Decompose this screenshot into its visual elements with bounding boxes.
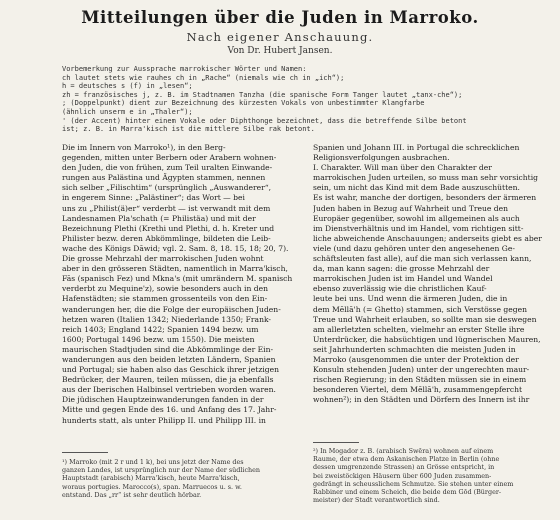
left-column-line: wanderungen her, die die Folge der europäischen Juden-: [62, 304, 281, 314]
footnote-left-line: Hauptstadt (arabisch) Marra'kisch, heute Marra'kisch,: [62, 474, 240, 483]
left-column-line: verderbt zu Mequine'z), sowie besonders auch in den: [62, 284, 269, 294]
footnote-left-line: ¹) Marroko (mit 2 r und 1 k), bei uns jetzt der Name des: [62, 458, 244, 466]
left-column-line: reich 1403; England 1422; Spanien 1494 bezw. um: [62, 324, 259, 334]
footnote-left: [62, 458, 306, 499]
footnote-right-line: Rabbiner und einem Scheich, die beide dem Gōd (Bürger-: [313, 488, 502, 497]
right-column-line: dem Mēllā'h (= Ghetto) stammen, sich Verstösse gegen: [313, 304, 527, 314]
right-column-line: rischen Regierung; in den Städten müssen sie in einem: [313, 375, 527, 385]
right-column-line: schäftsleuten fast alle), auf die man sich verlassen kann,: [313, 254, 532, 264]
left-column-line: maurischen Stadtjuden sind die Abkömmlinge der Ein-: [62, 344, 274, 354]
footnote-left-line: ganzen Landes, ist ursprünglich nur der Name der südlichen: [62, 466, 261, 475]
right-column-line: Europäer gegenüber, sowohl im allgemeinen als auch: [313, 213, 520, 223]
right-column-line: sein, um nicht das Kind mit dem Bade auszuschütten.: [313, 183, 520, 193]
right-column-line: marrokischen Juden urteilen, so muss man sehr vorsichtig: [313, 173, 539, 183]
left-column-line: hetzen waren (Italien 1342; Niederlande 1350; Frank-: [62, 314, 272, 324]
preliminary-note-line: ; (Doppelpunkt) dient zur Bezeichnung des kürzesten Vokals von unbestimmter Klangfarbe: [62, 99, 425, 108]
preliminary-note-line: h = deutsches s (f) in „lesen“;: [62, 82, 193, 91]
left-column-line: rungen aus Palästina und Ägypten stammen, nennen: [62, 173, 266, 183]
left-column-line: Landesnamen Pla'schath (= Philistäa) und mit der: [62, 213, 256, 223]
footnote-right-line: meister) der Stadt verantwortlich sind.: [313, 496, 440, 505]
left-column-line: wache des Königs Dāwid; vgl. 2. Sam. 8, 18. 15, 18; 20, 7).: [62, 243, 289, 253]
footnote-right: [313, 447, 560, 504]
right-column-line: Juden haben in Bezug auf Wahrheit und Treue den: [313, 203, 509, 213]
right-column-line: besonderen Viertel, dem Mēllā'h, zusammengepfercht: [313, 385, 523, 395]
right-column-text: [313, 143, 560, 405]
left-column-line: den Juden, die von frühen, zum Teil uralten Einwande-: [62, 163, 273, 173]
article-title: Mitteilungen über die Juden in Marroko.: [81, 8, 479, 27]
footnote-divider-left: [62, 452, 108, 453]
left-column-line: Die grosse Mehrzahl der marrokischen Juden wohnt: [62, 254, 264, 264]
footnote-right-line: gedrängt in scheusslichem Schmutze. Sie stehen unter einem: [313, 479, 514, 488]
footnote-left-line: entstand. Das „rr“ ist sehr deutlich hörbar.: [62, 490, 202, 499]
article-subtitle: Nach eigener Anschauung.: [186, 30, 374, 44]
right-column-line: am allerletzten schelten, vielmehr an erster Stelle ihre: [313, 324, 525, 334]
preliminary-note-line: ist; z. B. in Marra'kisch ist die mittlere Silbe rak betont.: [62, 125, 315, 134]
right-column-line: Konsuln stehenden Juden) unter der ungerechten maur-: [313, 365, 530, 375]
left-column-line: Mitte und gegen Ende des 16. und Anfang des 17. Jahr-: [62, 405, 277, 415]
preliminary-note-line: ch lautet stets wie rauhes ch in „Rache“ (niemals wie ch in „ich“);: [62, 73, 345, 82]
preliminary-note-line: (ähnlich unserm e in „Thaler“);: [62, 107, 193, 116]
footnote-divider-right: [313, 442, 359, 443]
preliminary-note-line: ' (der Accent) hinter einem Vokale oder Diphthonge bezeichnet, dass die betreffende Silbe betont: [62, 116, 467, 125]
preliminary-note-line: zh = französisches j, z. B. im Stadtnamen Tanzha (die spanische Form Tanger lautet „tanx-che“);: [62, 90, 463, 99]
left-column-line: Bedrücker, der Mauren, teilen müssen, die ja ebenfalls: [62, 375, 274, 385]
left-column-line: Bezeichnung Plethi (Krethi und Plethi, d. h. Kreter und: [62, 223, 275, 233]
right-column-line: I. Charakter. Will man über den Charakter der: [313, 163, 492, 173]
preliminary-note: [62, 65, 557, 134]
right-column-line: marrokischen Juden ist im Handel und Wandel: [313, 274, 493, 284]
footnote-right-line: ²) In Mogador z. B. (arabisch Swēra) wohnen auf einem: [313, 447, 494, 455]
left-column-line: und Portugal; sie haben also das Geschick ihrer jetzigen: [62, 365, 280, 375]
left-column-line: hunderts statt, als unter Philipp II. und Philipp III. in: [62, 415, 266, 425]
left-column-line: wanderungen aus den beiden letzten Ländern, Spanien: [62, 354, 276, 364]
right-column-line: Es ist wahr, manche der dortigen, besonders der ärmeren: [313, 193, 537, 203]
left-column-line: in engerem Sinne: „Palästiner“; das Wort — bei: [62, 193, 245, 203]
right-column-line: wohnen²); in den Städten und Dörfern des Innern ist ihr: [313, 395, 530, 405]
left-column-line: aus der Iberischen Halbinsel vertrieben worden waren.: [62, 385, 276, 395]
left-column-line: Die jüdischen Hauptzeinwanderungen fanden in der: [62, 395, 264, 405]
left-column-line: sich selber „Filischtim“ (ursprünglich „Auswanderer“,: [62, 183, 272, 193]
right-column-line: liche abweichende Anschauungen; anderseits giebt es aber: [313, 233, 542, 243]
right-column-line: Spanien und Johann III. in Portugal die schrecklichen: [313, 143, 520, 152]
right-column-line: Treue und Wahrheit erlauben, so sollte man sie deswegen: [313, 314, 537, 324]
right-column-line: leute bei uns. Und wenn die ärmeren Juden, die in: [313, 294, 508, 304]
left-column-line: Philister bezw. deren Abkömmlinge, bildeten die Leib-: [62, 233, 271, 243]
footnote-right-line: Raume, der etwa dem Askanischen Platze in Berlin (ohne: [313, 455, 500, 464]
right-column-line: viele (und dazu gehören unter den angesehenen Ge-: [313, 243, 515, 253]
right-column-line: da, man kann sagen: die grosse Mehrzahl der: [313, 264, 490, 274]
left-column-line: gegenden, mitten unter Berbern oder Arabern wohnen-: [62, 153, 277, 163]
right-column-line: seit Jahrhunderten schmachten die meisten Juden in: [313, 344, 516, 354]
left-column-text: [62, 143, 306, 426]
right-column-line: Religionsverfolgungen ausbrachen.: [313, 153, 450, 163]
right-column-line: im Dienstverhältnis und im Handel, vom richtigen sitt-: [313, 223, 524, 233]
footnote-right-line: bei zweistöckigen Häusern über 600 Juden zusammen-: [313, 471, 492, 480]
right-column-line: ebenso zuverlässig wie die christlichen Kauf-: [313, 284, 487, 294]
preliminary-note-line: Vorbemerkung zur Aussprache marrokischer Wörter und Namen:: [62, 65, 307, 73]
footnote-right-line: dessen umgrenzende Strassen) an Grösse entspricht, in: [313, 463, 495, 472]
right-column-line: Unterdrücker, die habsüchtigen und lügnerischen Mauren,: [313, 334, 541, 344]
left-column-line: uns zu „Philist(ä)er“ verderbt — ist verwandt mit dem: [62, 203, 271, 213]
right-column-line: Marroko (ausgenommen die unter der Protektion der: [313, 354, 519, 364]
left-column-line: aber in den grösseren Städten, namentlich in Marra'kisch,: [62, 264, 288, 274]
left-column-line: 1600; Portugal 1496 bezw. um 1550). Die meisten: [62, 334, 255, 344]
left-column-line: Fās (spanisch Fez) und Mkna's (mit umrändern M. spanisch: [62, 274, 293, 284]
article-author: Von Dr. Hubert Jansen.: [227, 46, 333, 56]
left-column-line: Die im Innern von Marroko¹), in den Berg-: [62, 143, 226, 152]
left-column-line: Hafenstädten; sie stammen grossenteils von den Ein-: [62, 294, 268, 304]
footnote-left-line: woraus portugies. Marocco(s), span. Marruecos u. s. w.: [62, 482, 242, 491]
